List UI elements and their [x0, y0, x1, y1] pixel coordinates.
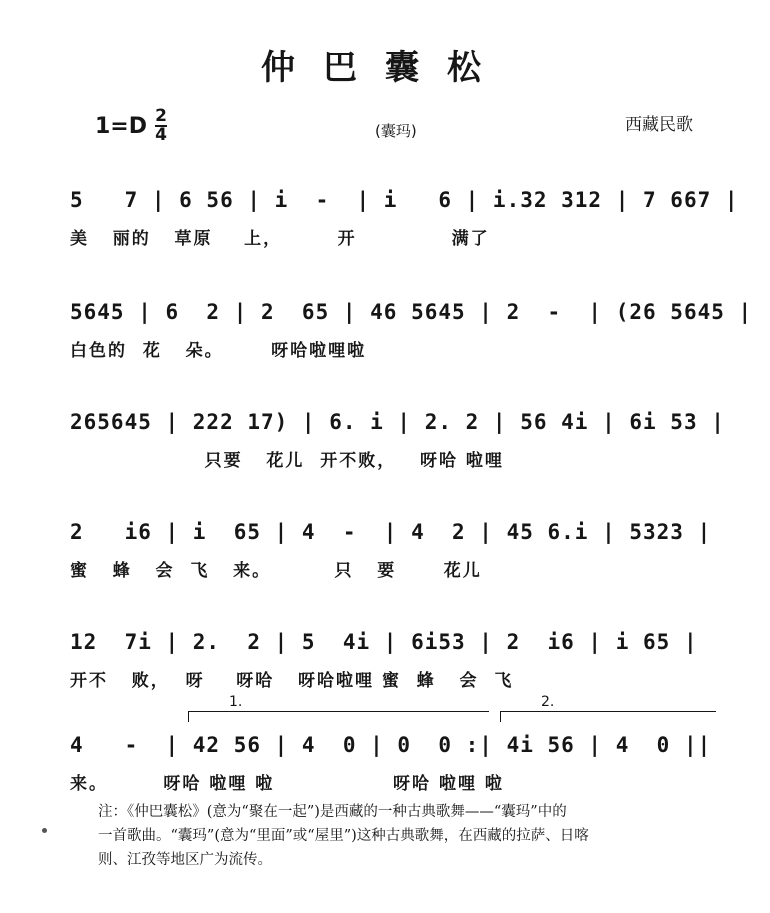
- lyrics-line: 白色的 花 朵。 呀哈啦哩啦: [70, 341, 367, 361]
- first-ending-bracket: [188, 694, 489, 722]
- notation-line: 4 - | 42 56 | 4 0 | 0 0 :| 4i 56 | 4 0 ||: [70, 733, 712, 757]
- lyrics-line: 美 丽的 草原 上， 开 满了: [70, 229, 490, 249]
- genre-label: (囊玛): [375, 122, 417, 140]
- song-title: 仲巴囊松: [261, 48, 509, 88]
- notation-line: 5645 | 6 2 | 2 65 | 46 5645 | 2 - | (26 5645 |: [70, 300, 753, 324]
- second-ending-label: 2.: [541, 694, 555, 710]
- time-signature-top: 2: [155, 106, 167, 126]
- second-ending-bracket: [500, 694, 716, 722]
- notation-line: 5 7 | 6 56 | i - | i 6 | i.32 312 | 7 667 |: [70, 188, 739, 212]
- notation-line: 2 i6 | i 65 | 4 - | 4 2 | 45 6.i | 5323 |: [70, 520, 712, 544]
- footnote-line-1: 注：《仲巴囊松》(意为“聚在一起”)是西藏的一种古典歌舞——“囊玛”中的: [98, 804, 567, 820]
- lyrics-line: 只要 花儿 开不败， 呀哈 啦哩: [70, 451, 504, 471]
- first-ending-label: 1.: [229, 694, 243, 710]
- footnote-line-2: 一首歌曲。“囊玛”(意为“里面”或“屋里”)这种古典歌舞，在西藏的拉萨、日喀: [98, 828, 589, 844]
- lyrics-line: 蜜 蜂 会 飞 来。 只 要 花儿: [70, 561, 482, 581]
- lyrics-line: 来。 呀哈 啦哩 啦 呀哈 啦哩 啦: [70, 774, 504, 794]
- key-label: 1=D: [95, 113, 148, 139]
- notation-line: 265645 | 222 17) | 6. i | 2. 2 | 56 4i | 6i 53 |: [70, 410, 725, 434]
- time-signature: [155, 108, 167, 144]
- scan-speck: [42, 828, 47, 833]
- lyrics-line: 开不 败， 呀 呀哈 呀哈啦哩 蜜 蜂 会 飞: [70, 671, 514, 691]
- notation-line: 12 7i | 2. 2 | 5 4i | 6i53 | 2 i6 | i 65 |: [70, 630, 698, 654]
- key-signature: [95, 108, 167, 144]
- footnote: [98, 800, 718, 872]
- origin-label: 西藏民歌: [625, 115, 693, 135]
- time-signature-bottom: 4: [155, 125, 167, 145]
- footnote-line-3: 则、江孜等地区广为流传。: [98, 852, 272, 868]
